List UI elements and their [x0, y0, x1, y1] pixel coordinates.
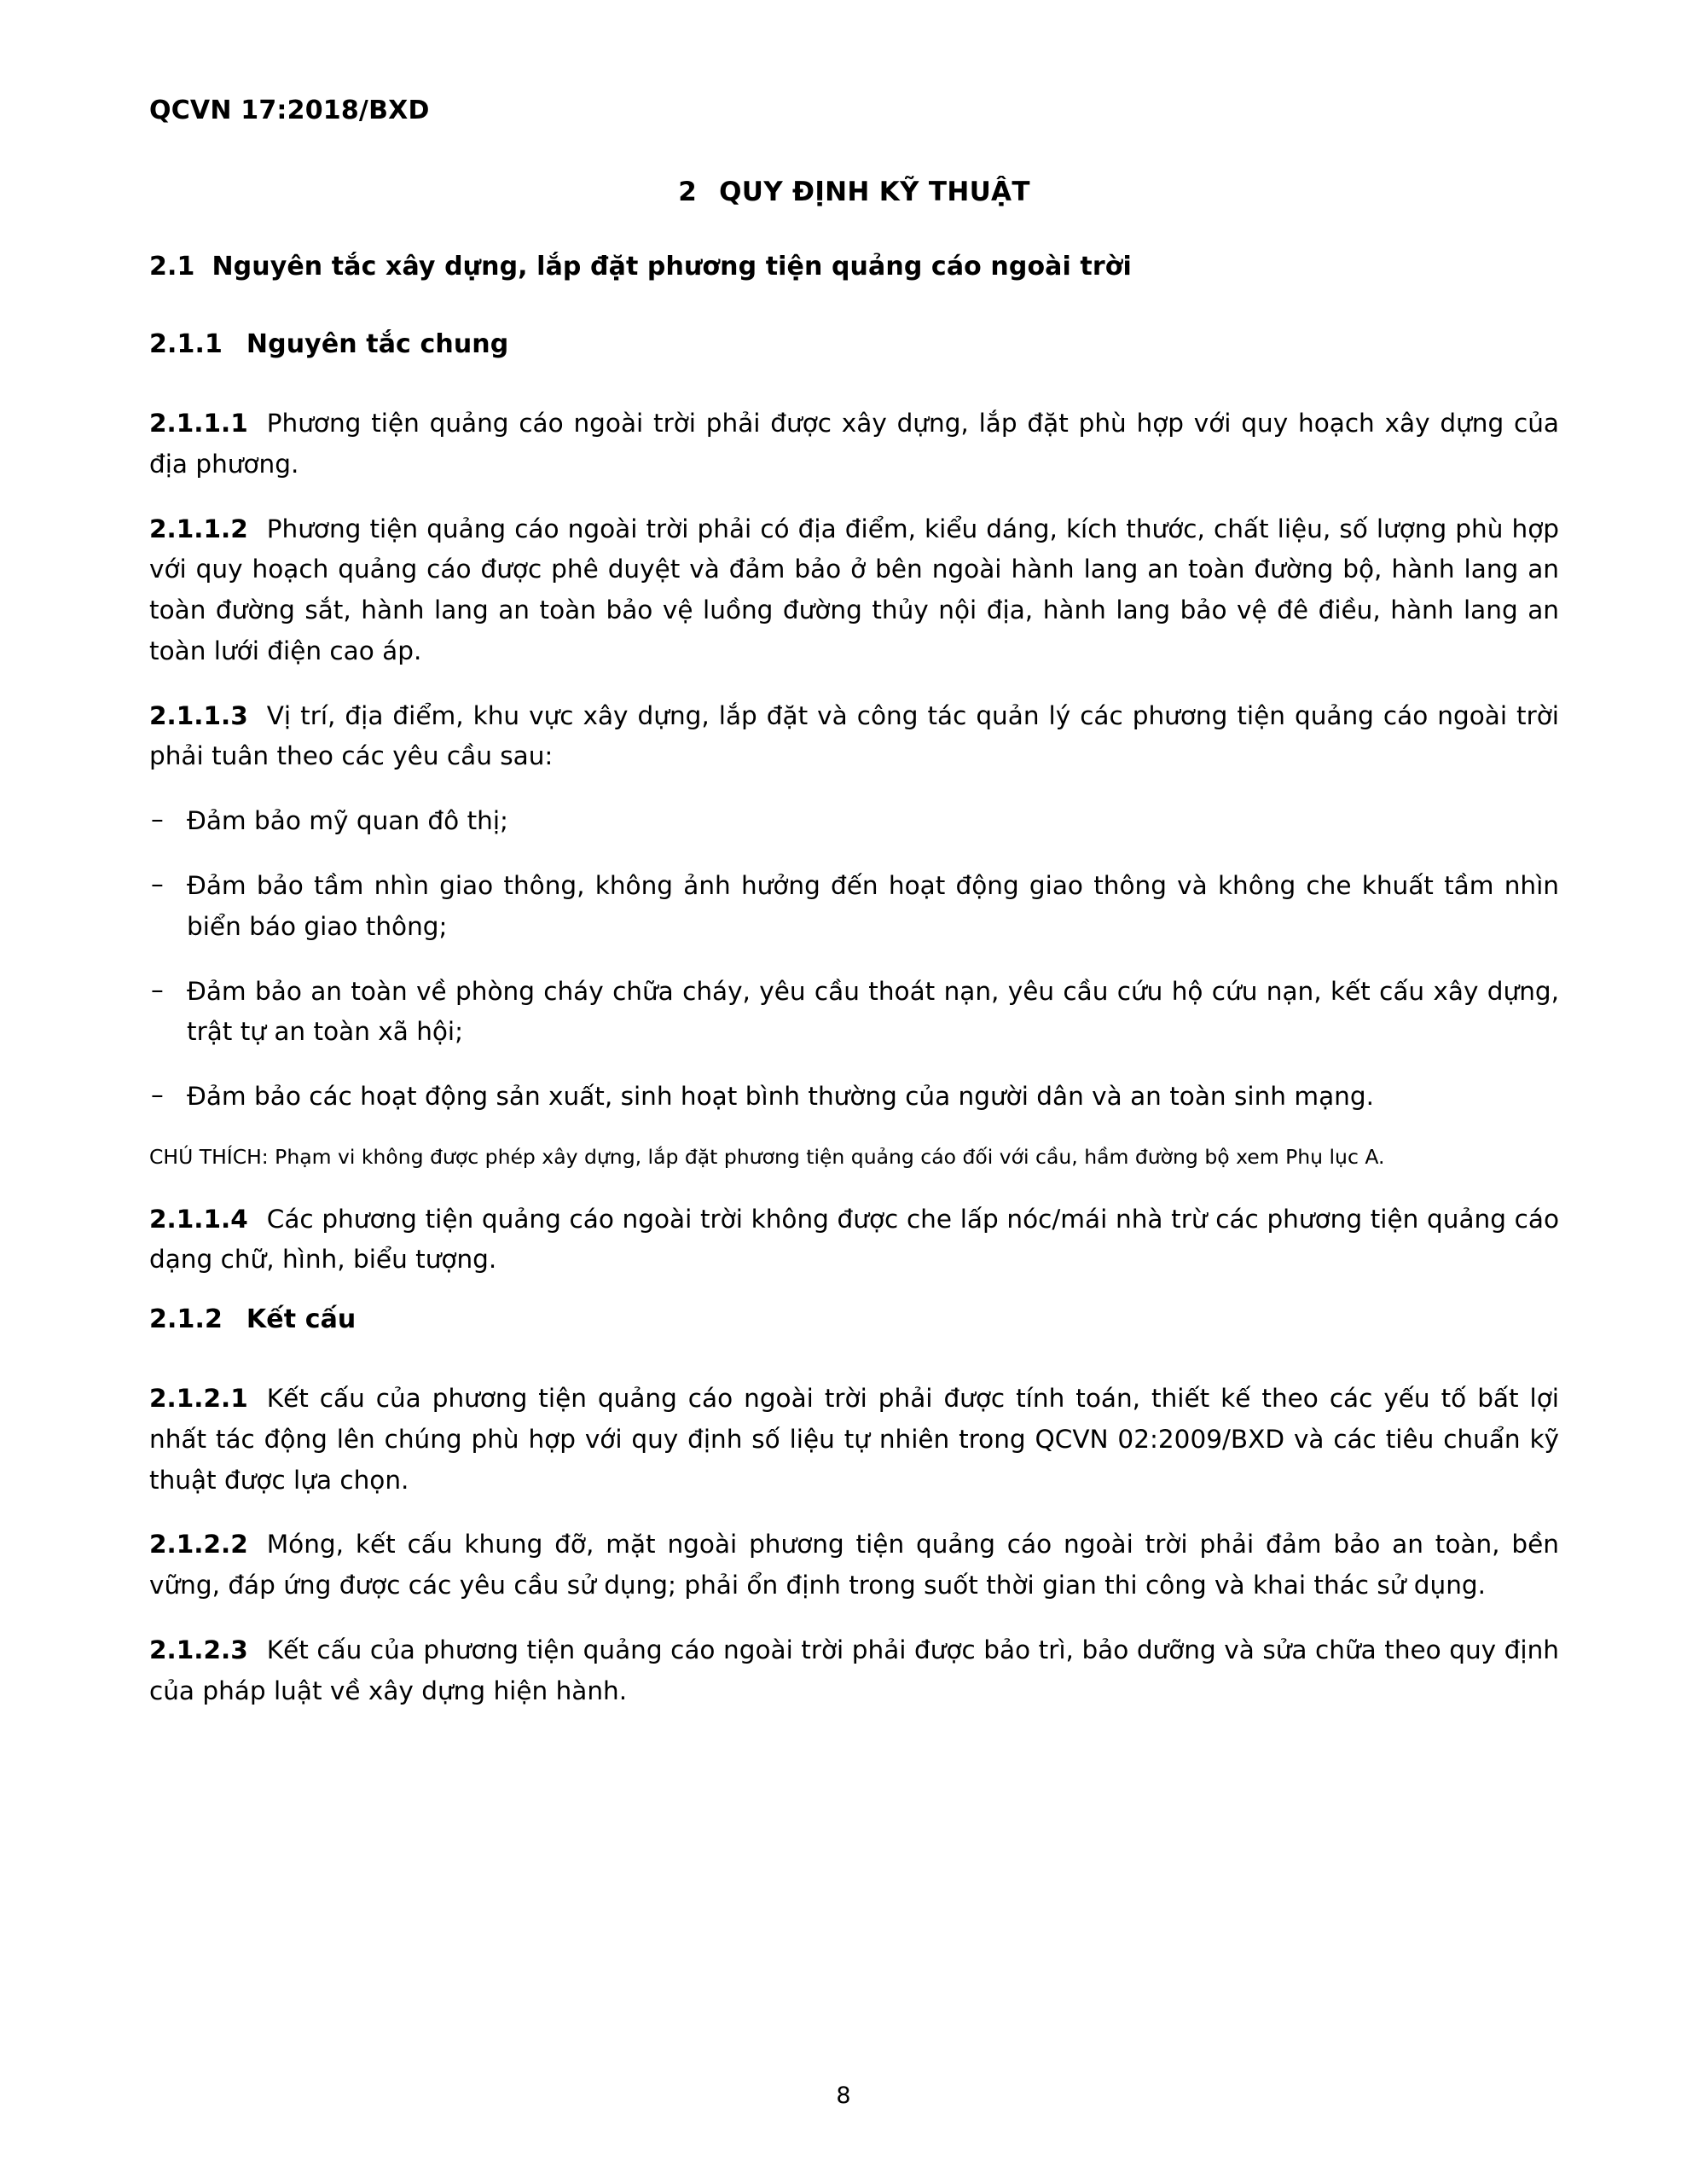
note-chu-thich: CHÚ THÍCH: Phạm vi không được phép xây dựng, lắp đặt phương tiện quảng cáo đối với cầu, hầm đường bộ xem Phụ lục A.: [149, 1144, 1385, 1169]
paragraph-2-1-1-4: [149, 1199, 1559, 1281]
paragraph-text-2-1-1-2: Phương tiện quảng cáo ngoài trời phải có địa điểm, kiểu dáng, kích thước, chất liệu, số lượng phù hợp với quy hoạch quảng cáo được phê duyệt và đảm bảo ở bên ngoài hành lang an toàn đường bộ, hành lang an toàn đường sắt, hành lang an toàn bảo vệ luồng đường thủy nội địa, hành lang bảo vệ đê điều, hành lang an toàn lưới điện cao áp.: [149, 514, 1559, 665]
paragraph-2-1-2-2: [149, 1525, 1559, 1606]
page-header: QCVN 17:2018/BXD: [149, 96, 430, 125]
paragraph-number-2-1-2-3: 2.1.2.3: [149, 1635, 248, 1664]
page-title: [149, 177, 1559, 207]
requirements-list: [149, 801, 1559, 1118]
paragraph-2-1-1-3: [149, 696, 1559, 778]
paragraph-text-2-1-1-4: Các phương tiện quảng cáo ngoài trời không được che lấp nóc/mái nhà trừ các phương tiện quảng cáo dạng chữ, hình, biểu tượng.: [149, 1204, 1559, 1275]
paragraph-number-2-1-1-1: 2.1.1.1: [149, 409, 248, 438]
page-footer: 8: [836, 2082, 851, 2109]
paragraph-number-2-1-1-4: 2.1.1.4: [149, 1204, 248, 1234]
paragraph-text-2-1-2-3: Kết cấu của phương tiện quảng cáo ngoài trời phải được bảo trì, bảo dưỡng và sửa chữa theo quy định của pháp luật về xây dựng hiện hành.: [149, 1635, 1559, 1705]
paragraph-text-2-1-2-2: Móng, kết cấu khung đỡ, mặt ngoài phương tiện quảng cáo ngoài trời phải đảm bảo an toàn, bền vững, đáp ứng được các yêu cầu sử dụng; phải ổn định trong suốt thời gian thi công và khai thác sử dụng.: [149, 1530, 1559, 1600]
subsection-text-2-1-1: Nguyên tắc chung: [246, 329, 509, 359]
paragraph-text-2-1-1-3: Vị trí, địa điểm, khu vực xây dựng, lắp đặt và công tác quản lý các phương tiện quảng cáo ngoài trời phải tuân theo các yêu cầu sau:: [149, 700, 1559, 771]
paragraph-2-1-2-1: [149, 1379, 1559, 1501]
list-item: – Đảm bảo tầm nhìn giao thông, không ảnh hưởng đến hoạt động giao thông và không che khuất tầm nhìn biển báo giao thông;: [149, 866, 1559, 948]
section-heading-2-1: [149, 252, 1559, 282]
paragraph-2-1-1-1: [149, 404, 1559, 485]
subsection-number-2-1-2: 2.1.2: [149, 1304, 223, 1335]
paragraph-text-2-1-2-1: Kết cấu của phương tiện quảng cáo ngoài trời phải được tính toán, thiết kế theo các yếu tố bất lợi nhất tác động lên chúng phù hợp với quy định số liệu tự nhiên trong QCVN 02:2009/BXD và các tiêu chuẩn kỹ thuật được lựa chọn.: [149, 1384, 1559, 1495]
paragraph-number-2-1-1-3: 2.1.1.3: [149, 700, 248, 730]
paragraph-number-2-1-2-1: 2.1.2.1: [149, 1384, 248, 1414]
paragraph-2-1-1-2: [149, 509, 1559, 672]
page-title-number: 2: [678, 177, 698, 207]
subsection-number-2-1-1: 2.1.1: [149, 329, 223, 359]
list-item: – Đảm bảo mỹ quan đô thị;: [149, 801, 1559, 842]
subsection-heading-2-1-1: [149, 329, 1559, 359]
paragraph-2-1-2-3: [149, 1630, 1559, 1712]
paragraph-number-2-1-1-2: 2.1.1.2: [149, 514, 248, 543]
subsection-text-2-1-2: Kết cấu: [246, 1304, 357, 1335]
list-item: – Đảm bảo an toàn về phòng cháy chữa cháy, yêu cầu thoát nạn, yêu cầu cứu hộ cứu nạn, kết cấu xây dựng, trật tự an toàn xã hội;: [149, 972, 1559, 1054]
list-item: – Đảm bảo các hoạt động sản xuất, sinh hoạt bình thường của người dân và an toàn sinh mạng.: [149, 1077, 1559, 1118]
subsection-heading-2-1-2: [149, 1304, 1559, 1334]
paragraph-text-2-1-1-1: Phương tiện quảng cáo ngoài trời phải được xây dựng, lắp đặt phù hợp với quy hoạch xây dựng của địa phương.: [149, 409, 1559, 479]
section-number-2-1: 2.1: [149, 252, 195, 282]
section-text-2-1: Nguyên tắc xây dựng, lắp đặt phương tiện quảng cáo ngoài trời: [212, 252, 1132, 282]
page-title-text: QUY ĐỊNH KỸ THUẬT: [719, 177, 1030, 207]
paragraph-number-2-1-2-2: 2.1.2.2: [149, 1530, 248, 1560]
